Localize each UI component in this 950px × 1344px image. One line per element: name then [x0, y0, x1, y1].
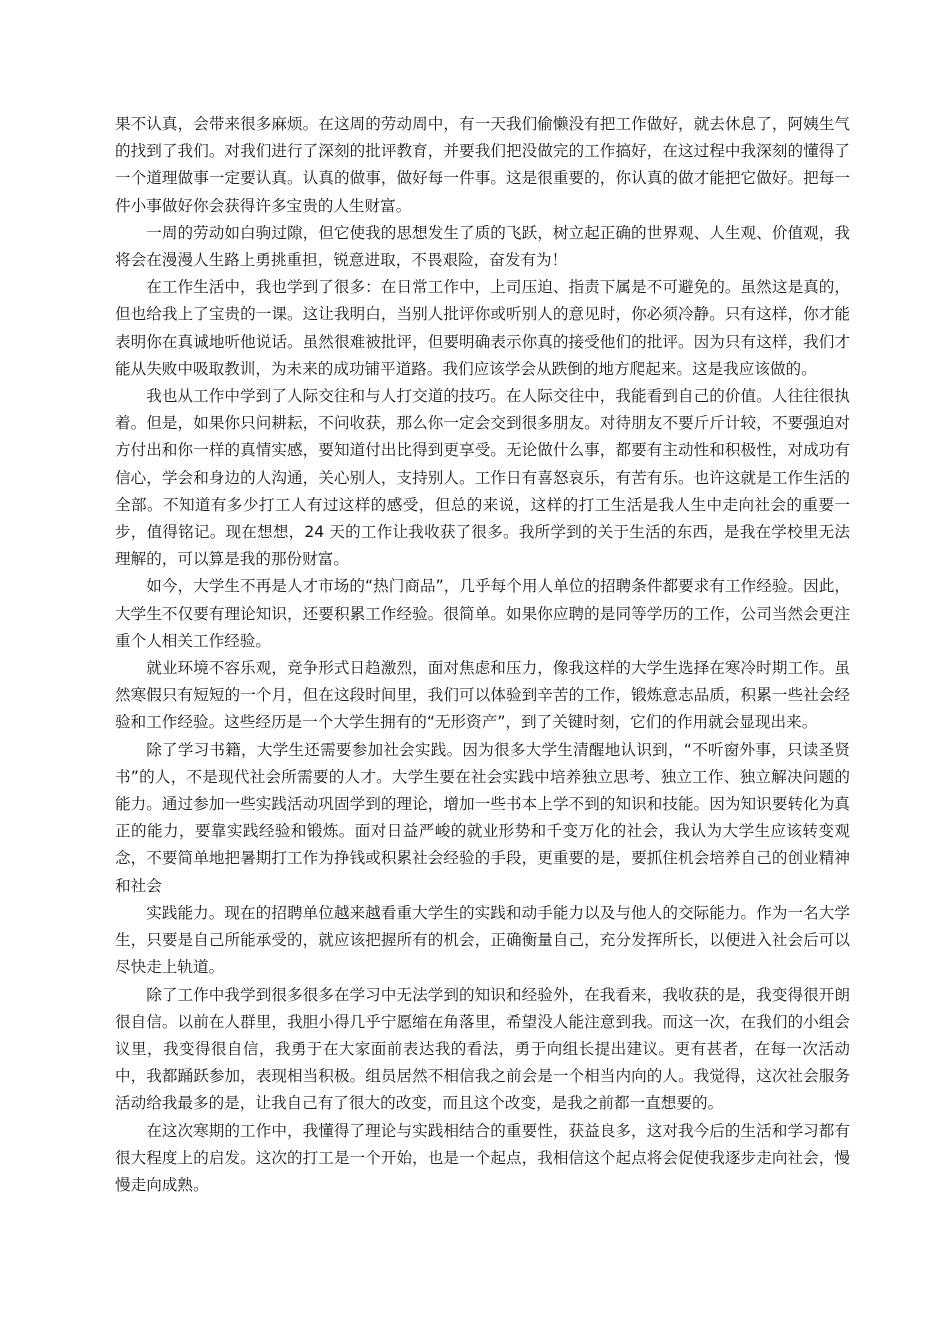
paragraph: 除了学习书籍，大学生还需要参加社会实践。因为很多大学生清醒地认识到，“不听窗外事，只读圣贤书”的人，不是现代社会所需要的人才。大学生要在社会实践中培养独立思考、独立工作、独立解决问题的能力。通过参加一些实践活动巩固学到的理论，增加一些书本上学不到的知识和技能。因为知识要转化为真正的能力，要靠实践经验和锻炼。面对日益严峻的就业形势和千变万化的社会，我认为大学生应该转变观念，不要简单地把暑期打工作为挣钱或积累社会经验的手段，更重要的是，要抓住机会培养自己的创业精神和社会 — [115, 740, 850, 895]
paragraph-continuation: 果不认真，会带来很多麻烦。在这周的劳动周中，有一天我们偷懒没有把工作做好，就去休息了，阿姨生气的找到了我们。对我们进行了深刻的批评教育，并要我们把没做完的工作搞好，在这过程中我深刻的懂得了一个道理做事一定要认真。认真的做事，做好每一件事。这是很重要的，你认真的做才能把它做好。把每一件小事做好你会获得许多宝贵的人生财富。 — [115, 115, 850, 215]
paragraph: 除了工作中我学到很多很多在学习中无法学到的知识和经验外，在我看来，我收获的是，我变得很开朗很自信。以前在人群里，我胆小得几乎宁愿缩在角落里，希望没人能注意到我。而这一次，在我们的小组会议里，我变得很自信，我勇于在大家面前表达我的看法，勇于向组长提出建议。更有甚者，在每一次活动中，我都踊跃参加，表现相当积极。组员居然不相信我之前会是一个相当内向的人。我觉得，这次社会服务活动给我最多的是，让我自己有了很大的改变，而且这个改变，是我之前都一直想要的。 — [115, 985, 850, 1113]
paragraph: 如今，大学生不再是人才市场的“热门商品”，几乎每个用人单位的招聘条件都要求有工作经验。因此，大学生不仅要有理论知识，还要积累工作经验。很简单。如果你应聘的是同等学历的工作，公司当然会更注重个人相关工作经验。 — [115, 577, 850, 650]
paragraph: 就业环境不容乐观，竞争形式日趋激烈，面对焦虑和压力，像我这样的大学生选择在寒冷时期工作。虽然寒假只有短短的一个月，但在这段时间里，我们可以体验到辛苦的工作，锻炼意志品质，积累一些社会经验和工作经验。这些经历是一个大学生拥有的“无形资产”，到了关键时刻，它们的作用就会显现出来。 — [115, 659, 850, 732]
paragraph: 实践能力。现在的招聘单位越来越看重大学生的实践和动手能力以及与他人的交际能力。作为一名大学生，只要是自己所能承受的，就应该把握所有的机会，正确衡量自己，充分发挥所长，以便进入社会后可以尽快走上轨道。 — [115, 903, 850, 977]
paragraph: 在这次寒期的工作中，我懂得了理论与实践相结合的重要性，获益良多，这对我今后的生活和学习都有很大程度上的启发。这次的打工是一个开始，也是一个起点，我相信这个起点将会促使我逐步走向社会，慢慢走向成熟。 — [115, 1121, 850, 1194]
paragraph: 一周的劳动如白驹过隙，但它使我的思想发生了质的飞跃，树立起正确的世界观、人生观、价值观，我将会在漫漫人生路上勇挑重担，锐意进取，不畏艰险，奋发有为！ — [115, 223, 850, 270]
paragraph: 我也从工作中学到了人际交往和与人打交道的技巧。在人际交往中，我能看到自己的价值。人往往很执着。但是，如果你只问耕耘，不问收获，那么你一定会交到很多朋友。对待朋友不要斤斤计较，不要强迫对方付出和你一样的真情实感，要知道付出比得到更享受。无论做什么事，都要有主动性和积极性，对成功有信心，学会和身边的人沟通，关心别人，支持别人。工作日有喜怒哀乐，有苦有乐。也许这就是工作生活的全部。不知道有多少打工人有过这样的感受，但总的来说，这样的打工生活是我人生中走向社会的重要一步，值得铭记。现在想想，24 天的工作让我收获了很多。我所学到的关于生活的东西，是我在学校里无法理解的，可以算是我的那份财富。 — [115, 387, 850, 569]
document-body — [115, 111, 850, 1199]
paragraph: 在工作生活中，我也学到了很多：在日常工作中，上司压迫、指责下属是不可避免的。虽然这是真的，但也给我上了宝贵的一课。这让我明白，当别人批评你或听别人的意见时，你必须冷静。只有这样，你才能表明你在真诚地听他说话。虽然很难被批评，但要明确表示你真的接受他们的批评。因为只有这样，我们才能从失败中吸取教训，为未来的成功铺平道路。我们应该学会从跌倒的地方爬起来。这是我应该做的。 — [115, 278, 850, 378]
